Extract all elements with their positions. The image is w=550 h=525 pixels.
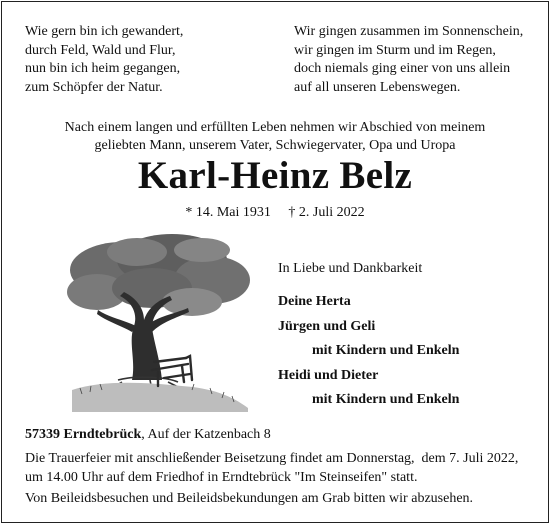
poem-line: durch Feld, Wald und Flur, bbox=[25, 42, 176, 58]
obituary-card bbox=[1, 1, 549, 523]
mourner: Jürgen und Geli bbox=[278, 318, 376, 334]
service-line: um 14.00 Uhr auf dem Friedhof in Erndtebrück "Im Steinseifen" statt. bbox=[25, 469, 418, 485]
poem-line: zum Schöpfer der Natur. bbox=[25, 79, 163, 95]
tree-with-bench-illustration bbox=[62, 230, 252, 412]
poem-line: nun bin ich heim gegangen, bbox=[25, 61, 181, 76]
service-line: Die Trauerfeier mit anschließender Beisetzung findet am Donnerstag, dem 7. Juli 2022, bbox=[25, 451, 519, 466]
intro-line: geliebten Mann, unserem Vater, Schwiegervater, Opa und Uropa bbox=[94, 138, 456, 153]
mourners-list bbox=[278, 290, 459, 413]
life-dates bbox=[2, 205, 548, 221]
birth-date: * 14. Mai 1931 bbox=[185, 205, 271, 220]
death-date: † 2. Juli 2022 bbox=[288, 205, 365, 220]
service-info bbox=[25, 450, 518, 487]
address-postal: 57339 Erndtebrück bbox=[25, 427, 142, 442]
love-line: In Liebe und Dankbarkeit bbox=[278, 261, 423, 276]
mourner: Heidi und Dieter bbox=[278, 367, 379, 383]
poem-right bbox=[294, 23, 523, 97]
poem-line: auf all unseren Lebenswegen. bbox=[294, 79, 461, 95]
poem-line: Wie gern bin ich gewandert, bbox=[25, 24, 184, 39]
address bbox=[25, 427, 271, 443]
closing-note: Von Beileidsbesuchen und Beileidsbekundungen am Grab bitten wir abzusehen. bbox=[25, 491, 474, 506]
intro-text bbox=[2, 119, 548, 155]
poem-line: wir gingen im Sturm und im Regen, bbox=[294, 42, 496, 58]
address-street: , Auf der Katzenbach 8 bbox=[141, 427, 271, 442]
poem-line: Wir gingen zusammen im Sonnenschein, bbox=[294, 24, 524, 39]
poem-line: doch niemals ging einer von uns allein bbox=[294, 61, 511, 76]
poem-left bbox=[25, 23, 183, 97]
deceased-name: Karl-Heinz Belz bbox=[137, 154, 413, 197]
mourner: mit Kindern und Enkeln bbox=[312, 343, 460, 358]
intro-line: Nach einem langen und erfüllten Leben nehmen wir Abschied von meinem bbox=[64, 120, 486, 135]
mourner: mit Kindern und Enkeln bbox=[312, 392, 460, 407]
mourner: Deine Herta bbox=[278, 294, 351, 309]
